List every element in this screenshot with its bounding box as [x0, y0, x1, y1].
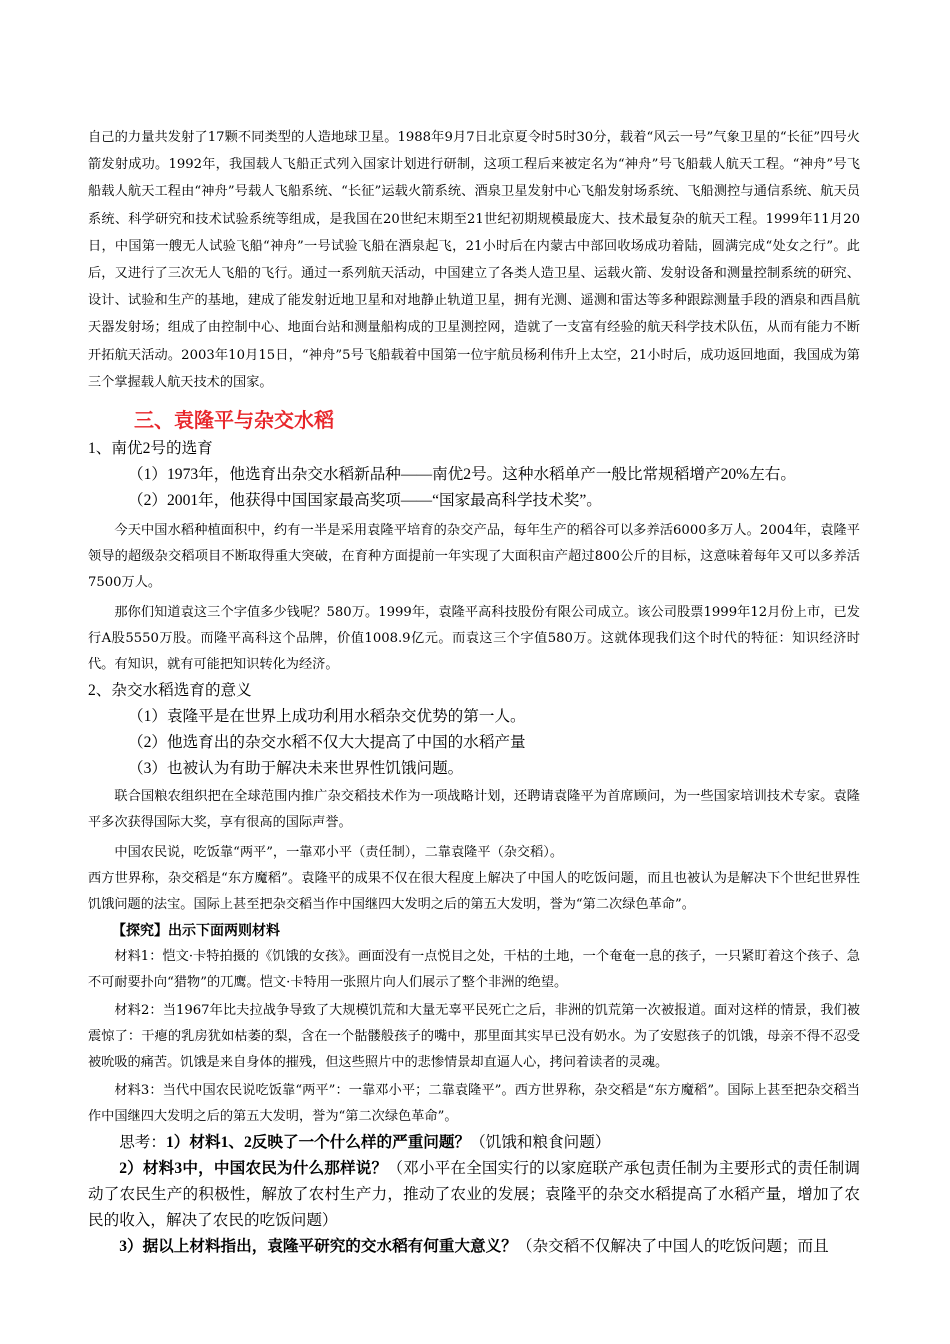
body-paragraph: 西方世界称，杂交稻是“东方魔稻”。袁隆平的成果不仅在很大程度上解决了中国人的吃饭问题，而且也被认为是解决下个世纪世界性饥饿问题的法宝。国际上甚至把杂交稻当作中国继四大发明之后的第五大发明，誉为“第二次绿色革命”。 [88, 871, 860, 912]
think-label: 思考： [119, 1134, 166, 1151]
think-question-1 [88, 1130, 860, 1156]
question-text: 2）材料3中，中国农民为什么那样说？ [119, 1160, 388, 1177]
material-3: 材料3：当代中国农民说吃饭靠“两平”：一靠邓小平；二靠袁隆平”。西方世界称，杂交稻是“东方魔稻”。国际上甚至把杂交稻当作中国继四大发明之后的第五大发明，誉为“第二次绿色革命”。 [88, 1083, 860, 1124]
body-paragraph: 中国农民说，吃饭靠“两平”，一靠邓小平（责任制），二靠袁隆平（杂交稻）。 [114, 845, 564, 860]
list-item: （1）1973年，他选育出杂交水稻新品种——南优2号。这种水稻单产一般比常规稻增产20%左右。 [128, 466, 796, 483]
material-1: 材料1：恺文·卡特拍摄的《饥饿的女孩》。画面没有一点悦目之处，干枯的土地，一个奄奄一息的孩子，一只紧盯着这个孩子、急不可耐要扑向“猎物”的兀鹰。恺文·卡特用一张照片向人们展示了整个非洲的绝望。 [88, 949, 860, 990]
answer-text: （饥饿和粮食问题） [470, 1134, 611, 1151]
body-paragraph: 今天中国水稻种植面积中，约有一半是采用袁隆平培育的杂交产品，每年生产的稻谷可以多养活6000多万人。2004年，袁隆平领导的超级杂交稻项目不断取得重大突破，在育种方面提前一年实现了大面积亩产超过800公斤的目标，这意味着每年又可以多养活7500万人。 [88, 523, 860, 590]
think-question-3 [88, 1234, 860, 1260]
question-text: 1）材料1、2反映了一个什么样的严重问题？ [165, 1134, 471, 1151]
body-paragraph: 那你们知道袁这三个字值多少钱呢？580万。1999年，袁隆平高科技股份有限公司成立。该公司股票1999年12月份上市，已发行A股5550万股。而隆平高科这个品牌，价值1008.9亿元。而袁这三个字值580万。这就体现我们这个时代的特征：知识经济时代。有知识，就有可能把知识转化为经济。 [88, 605, 860, 672]
answer-text: （邓小平在全国实行的以家庭联产承包责任制为主要形式的责任制调动了农民生产的积极性，解放了农村生产力，推动了农业的发展；袁隆平的杂交水稻提高了水稻产量，增加了农民的收入，解决了农民的吃饭问题） [88, 1160, 860, 1229]
answer-text: （杂交稻不仅解决了中国人的吃饭问题；而且 [516, 1238, 829, 1255]
subheading-nanyou2: 1、南优2号的选育 [88, 440, 213, 457]
think-question-2 [88, 1156, 860, 1234]
question-text: 3）据以上材料指出，袁隆平研究的交水稻有何重大意义？ [119, 1238, 517, 1255]
body-paragraph: 联合国粮农组织把在全球范围内推广杂交稻技术作为一项战略计划，还聘请袁隆平为首席顾问，为一些国家培训技术专家。袁隆平多次获得国际大奖，享有很高的国际声誉。 [88, 789, 860, 830]
space-program-paragraph: 自己的力量共发射了17颗不同类型的人造地球卫星。1988年9月7日北京夏令时5时30分，载着“风云一号”气象卫星的“长征”四号火箭发射成功。1992年，我国载人飞船正式列入国家计划进行研制，这项工程后来被定名为“神舟”号飞船载人航天工程。“神舟”号飞船载人航天工程由“神舟”号载人飞船系统、“长征”运载火箭系统、酒泉卫星发射中心飞船发射场系统、飞船测控与通信系统、航天员系统、科学研究和技术试验系统等组成，是我国在20世纪末期至21世纪初期规模最庞大、技术最复杂的航天工程。1999年11月20日，中国第一艘无人试验飞船“神舟”一号试验飞船在酒泉起飞，21小时后在内蒙古中部回收场成功着陆，圆满完成“处女之行”。此后，又进行了三次无人飞船的飞行。通过一系列航天活动，中国建立了各类人造卫星、运载火箭、发射设备和测量控制系统的研究、设计、试验和生产的基地，建成了能发射近地卫星和对地静止轨道卫星，拥有光测、遥测和雷达等多种跟踪测量手段的酒泉和西昌航天器发射场；组成了由控制中心、地面台站和测量船构成的卫星测控网，造就了一支富有经验的航天科学技术队伍，从而有能力不断开拓航天活动。2003年10月15日，“神舟”5号飞船载着中国第一位宇航员杨利伟升上太空，21小时后，成功返回地面，我国成为第三个掌握载人航天技术的国家。 [88, 130, 860, 390]
list-item: （2）他选育出的杂交水稻不仅大大提高了中国的水稻产量 [128, 734, 526, 751]
subheading-significance: 2、杂交水稻选育的意义 [88, 682, 252, 699]
explore-heading: 【探究】出示下面两则材料 [112, 923, 280, 939]
list-item: （1）袁隆平是在世界上成功利用水稻杂交优势的第一人。 [128, 708, 526, 725]
list-item: （2）2001年，他获得中国国家最高奖项——“国家最高科学技术奖”。 [128, 492, 602, 509]
material-2: 材料2：当1967年比夫拉战争导致了大规模饥荒和大量无辜平民死亡之后，非洲的饥荒第一次被报道。面对这样的情景，我们被震惊了：干瘪的乳房犹如枯萎的梨，含在一个骷髅般孩子的嘴中，那里面其实早已没有奶水。为了安慰孩子的饥饿，母亲不得不忍受被吮吸的痛苦。饥饿是来自身体的摧残，但这些照片中的悲惨情景却直逼人心，拷问着读者的灵魂。 [88, 1003, 860, 1070]
section-title: 三、袁隆平与杂交水稻 [134, 408, 334, 432]
list-item: （3）也被认为有助于解决未来世界性饥饿问题。 [128, 760, 464, 777]
section-body [88, 436, 860, 1260]
